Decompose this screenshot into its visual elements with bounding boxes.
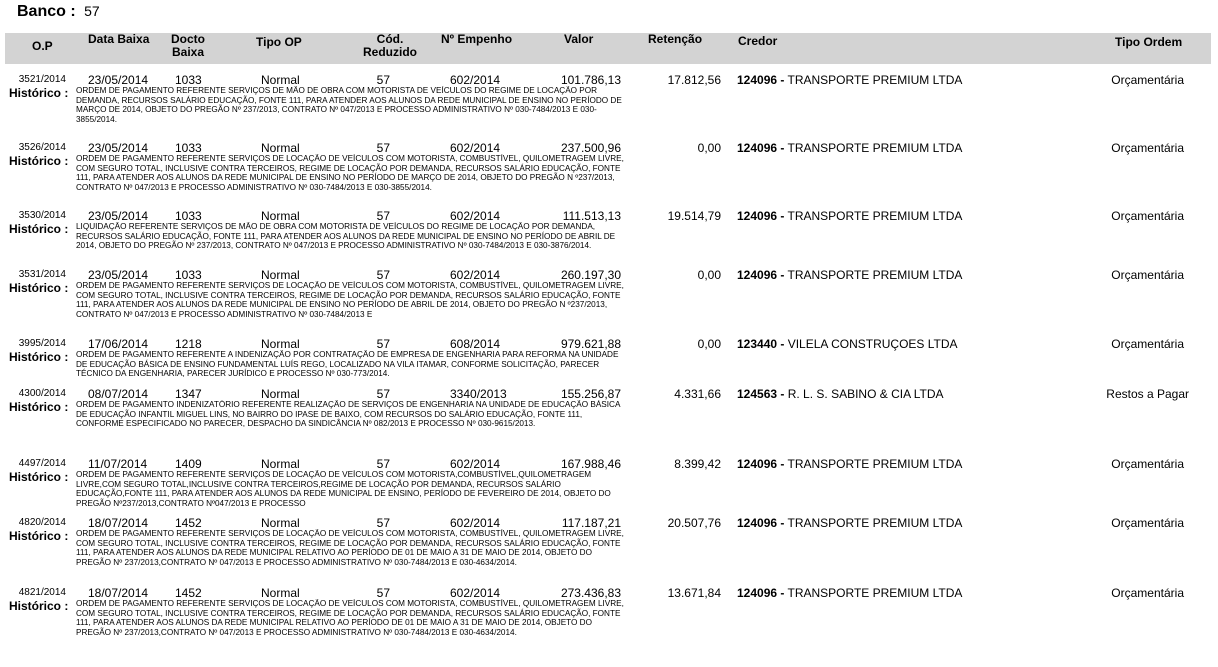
historico-label: Histórico : — [9, 400, 69, 414]
credor-name: VILELA CONSTRUÇOES LTDA — [787, 337, 958, 351]
historico-text: ORDEM DE PAGAMENTO REFERENTE A INDENIZAÇÃO POR CONTRATAÇÃO DE EMPRESA DE ENGENHARIA PARA REFORMA NA UNIDADE DE EDUCAÇÃO BÁSICA DE ENSINO FUNDAMENTAL LUÍS REGO, LOCALIZADO NA VILA ITAMAR, CONFORME SOLICITAÇÃO, PARECER TÉCNICO DA ENGENHARIA, PARECER JURÍDICO E PROCESSO Nº 030-773/2014. — [76, 350, 619, 378]
col-cod-line1: Cód. — [376, 32, 404, 46]
cell-tipo-op: Normal — [261, 586, 300, 600]
cell-docto-baixa: 1033 — [175, 73, 202, 87]
cell-data-baixa: 11/07/2014 — [88, 457, 148, 471]
cell-op: 3530/2014 — [18, 210, 66, 221]
cell-valor: 101.786,13 — [560, 73, 621, 87]
historico-text: ORDEM DE PAGAMENTO REFERENTE SERVIÇOS DE LOCAÇÃO DE VEÍCULOS COM MOTORISTA, COMBUSTÍVEL, QUILOMETRAGEM LIVRE, COM SEGURO TOTAL, INCLUSIVE CONTRA TERCEIROS, REGIME DE LOCAÇÃO POR DEMANDA, RECURSOS SALÁRIO EDUCAÇÃO, FONTE 111, PARA ATENDER AOS ALUNOS DA REDE MUNICIPAL RELATIVO AO PERÍODO DE 01 DE MAIO A 31 DE MAIO DE 2014, OBJETO DO PREGÃO Nº 237/2013,CONTRATO Nº 047/2013 E PROCESSO ADMINISTRATIVO Nº 030-7484/2013 E 030-4634/2014. — [76, 529, 624, 567]
credor-name: TRANSPORTE PREMIUM LTDA — [787, 209, 963, 223]
banco-label: Banco : — [17, 3, 76, 20]
cell-tipo-ordem: Orçamentária — [1111, 209, 1184, 223]
credor-code: 124096 - — [737, 457, 785, 471]
cell-credor — [737, 457, 962, 471]
cell-credor — [737, 268, 962, 282]
cell-cod-reduzido: 57 — [376, 268, 390, 282]
historico-label: Histórico : — [9, 350, 69, 364]
historico-block — [0, 599, 1218, 647]
cell-retencao: 20.507,76 — [667, 516, 721, 530]
table-row — [0, 381, 1218, 448]
historico-block — [0, 86, 1218, 134]
credor-code: 124563 - — [737, 387, 785, 401]
cell-empenho: 602/2014 — [450, 141, 501, 155]
cell-tipo-op: Normal — [261, 141, 300, 155]
cell-tipo-ordem: Orçamentária — [1111, 516, 1184, 530]
cell-data-baixa: 23/05/2014 — [88, 73, 149, 87]
cell-data-baixa: 17/06/2014 — [88, 337, 149, 351]
cell-empenho: 608/2014 — [450, 337, 501, 351]
col-data-baixa: Data Baixa — [88, 32, 150, 46]
cell-valor: 260.197,30 — [560, 268, 621, 282]
credor-code: 124096 - — [737, 73, 785, 87]
cell-cod-reduzido: 57 — [376, 457, 390, 471]
cell-empenho: 602/2014 — [450, 268, 501, 282]
cell-tipo-ordem: Orçamentária — [1111, 337, 1184, 351]
cell-cod-reduzido: 57 — [376, 141, 390, 155]
cell-tipo-op: Normal — [261, 209, 300, 223]
table-row — [0, 203, 1218, 260]
cell-valor: 273.436,83 — [560, 586, 621, 600]
historico-text: ORDEM DE PAGAMENTO REFERENTE SERVIÇOS DE LOCAÇÃO DE VEÍCULOS COM MOTORISTA,COMBUSTÍVEL,QUILOMETRAGEM LIVRE,COM SEGURO TOTAL,INCLUSIVE CONTRA TERCEIROS,REGIME DE LOCAÇÃO POR DEMANDA, RECURSOS SALÁRIO EDUCAÇÃO,FONTE 111, PARA ATENDER AOS ALUNOS DA REDE MUNICIPAL DE ENSINO, PERÍODO DE FEVEREIRO DE 2014, OBJETO DO PREGÃO Nº237/2013,CONTRATO Nº047/2013 E PROCESSO — [76, 470, 611, 508]
row-main-line — [0, 580, 1218, 599]
cell-data-baixa: 08/07/2014 — [88, 387, 149, 401]
cell-data-baixa: 18/07/2014 — [88, 516, 149, 530]
credor-code: 124096 - — [737, 516, 785, 530]
col-tipo-op: Tipo OP — [256, 35, 302, 49]
credor-name: TRANSPORTE PREMIUM LTDA — [787, 141, 963, 155]
credor-name: TRANSPORTE PREMIUM LTDA — [787, 516, 963, 530]
row-main-line — [0, 451, 1218, 470]
historico-block — [0, 529, 1218, 577]
cell-cod-reduzido: 57 — [376, 209, 390, 223]
cell-credor — [737, 141, 962, 155]
historico-text: ORDEM DE PAGAMENTO INDENIZATÓRIO REFERENTE REALIZAÇÃO DE SERVIÇOS DE ENGENHARIA NA UNIDADE DE EDUCAÇÃO BÁSICA DE EDUCAÇÃO INFANTIL MIGUEL LINS, NO BAIRRO DO IPASE DE BAIXO, COM RECURSOS DO SALÁRIO EDUCAÇÃO, FONTE 111, CONFORME ESPECIFICADO NO PARECER, DESPACHO DA SINDICÂNCIA Nº 082/2013 E PROCESSO Nº 030-9615/2013. — [76, 400, 620, 429]
cell-op: 4497/2014 — [18, 458, 66, 469]
credor-code: 124096 - — [737, 209, 785, 223]
cell-cod-reduzido: 57 — [376, 387, 390, 401]
cell-op: 3521/2014 — [18, 74, 66, 85]
cell-cod-reduzido: 57 — [376, 586, 390, 600]
row-main-line — [0, 67, 1218, 86]
banco-value: 57 — [84, 3, 100, 19]
cell-tipo-op: Normal — [261, 516, 300, 530]
historico-label: Histórico : — [9, 281, 69, 295]
col-cod-reduzido — [360, 33, 420, 59]
cell-retencao: 4.331,66 — [674, 387, 721, 401]
historico-block — [0, 400, 1218, 448]
cell-data-baixa: 23/05/2014 — [88, 268, 149, 282]
cell-data-baixa: 18/07/2014 — [88, 586, 149, 600]
credor-name: TRANSPORTE PREMIUM LTDA — [787, 457, 963, 471]
col-docto-line1: Docto — [171, 32, 205, 46]
cell-docto-baixa: 1033 — [175, 209, 202, 223]
row-main-line — [0, 203, 1218, 222]
cell-docto-baixa: 1452 — [175, 516, 202, 530]
cell-tipo-ordem: Orçamentária — [1111, 141, 1184, 155]
cell-docto-baixa: 1409 — [175, 457, 202, 471]
cell-retencao: 0,00 — [697, 141, 721, 155]
col-valor: Valor — [564, 32, 594, 46]
table-row — [0, 331, 1218, 378]
table-row — [0, 67, 1218, 134]
historico-label: Histórico : — [9, 529, 69, 543]
cell-credor — [737, 209, 962, 223]
cell-empenho: 602/2014 — [450, 457, 501, 471]
credor-name: R. L. S. SABINO & CIA LTDA — [787, 387, 944, 401]
cell-valor: 237.500,96 — [560, 141, 621, 155]
cell-docto-baixa: 1033 — [175, 268, 202, 282]
credor-name: TRANSPORTE PREMIUM LTDA — [787, 586, 963, 600]
historico-text: ORDEM DE PAGAMENTO REFERENTE SERVIÇOS DE LOCAÇÃO DE VEÍCULOS COM MOTORISTA, COMBUSTÍVEL, QUILOMETRAGEM LIVRE, COM SEGURO TOTAL, INCLUSIVE CONTRA TERCEIROS, REGIME DE LOCAÇÃO POR DEMANDA, RECURSOS SALÁRIO EDUCAÇÃO, FONTE 111, PARA ATENDER AOS ALUNOS DA REDE MUNICIPAL DE ENSINO NO PERÍODO DE ABRIL DE 2014, OBJETO DO PREGÃO N º237/2013, CONTRATO Nº 047/2013 E PROCESSO ADMINISTRATIVO Nº 030-7484/2013 E — [76, 281, 624, 319]
cell-tipo-op: Normal — [261, 73, 300, 87]
cell-tipo-op: Normal — [261, 337, 300, 351]
cell-tipo-ordem: Orçamentária — [1111, 73, 1184, 87]
cell-retencao: 8.399,42 — [674, 457, 721, 471]
table-row — [0, 262, 1218, 329]
historico-label: Histórico : — [9, 154, 69, 168]
cell-valor: 167.988,46 — [560, 457, 621, 471]
cell-valor: 111.513,13 — [562, 209, 621, 223]
cell-valor: 155.256,87 — [560, 387, 621, 401]
cell-valor: 979.621,88 — [560, 337, 621, 351]
cell-empenho: 602/2014 — [450, 73, 501, 87]
cell-docto-baixa: 1347 — [175, 387, 202, 401]
cell-docto-baixa: 1452 — [175, 586, 202, 600]
credor-code: 124096 - — [737, 268, 785, 282]
historico-block — [0, 470, 1218, 508]
col-retencao: Retenção — [648, 32, 703, 46]
row-main-line — [0, 262, 1218, 281]
banco-heading — [17, 3, 100, 21]
historico-label: Histórico : — [9, 86, 69, 100]
cell-cod-reduzido: 57 — [376, 337, 390, 351]
cell-empenho: 602/2014 — [450, 516, 501, 530]
cell-op: 4820/2014 — [18, 517, 66, 528]
historico-block — [0, 281, 1218, 329]
col-tipo-ordem: Tipo Ordem — [1115, 35, 1183, 49]
cell-retencao: 0,00 — [697, 268, 721, 282]
historico-text: ORDEM DE PAGAMENTO REFERENTE SERVIÇOS DE LOCAÇÃO DE VEÍCULOS COM MOTORISTA, COMBUSTÍVEL, QUILOMETRAGEM LIVRE, COM SEGURO TOTAL, INCLUSIVE CONTRA TERCEIROS, REGIME DE LOCAÇÃO POR DEMANDA, RECURSOS SALÁRIO EDUCAÇÃO, FONTE 111, PARA ATENDER AOS ALUNOS DA REDE MUNICIPAL DE ENSINO NO PERÍODO DE MARÇO DE 2014, OBJETO DO PREGÃO N º237/2013, CONTRATO Nº 047/2013 E PROCESSO ADMINISTRATIVO Nº 030-7484/2013 E 030-3855/2014. — [76, 154, 624, 192]
cell-docto-baixa: 1218 — [175, 337, 202, 351]
cell-docto-baixa: 1033 — [175, 141, 202, 155]
cell-tipo-ordem: Restos a Pagar — [1106, 387, 1189, 401]
cell-op: 4821/2014 — [18, 587, 66, 598]
cell-valor: 117.187,21 — [561, 516, 621, 530]
col-credor: Credor — [738, 34, 778, 48]
cell-op: 4300/2014 — [18, 388, 66, 399]
cell-credor — [737, 73, 962, 87]
cell-cod-reduzido: 57 — [376, 516, 390, 530]
row-main-line — [0, 135, 1218, 154]
cell-credor — [737, 387, 944, 401]
cell-op: 3526/2014 — [18, 142, 66, 153]
table-row — [0, 451, 1218, 508]
cell-tipo-op: Normal — [261, 268, 300, 282]
cell-retencao: 17.812,56 — [667, 73, 721, 87]
cell-empenho: 3340/2013 — [450, 387, 507, 401]
col-docto-baixa — [171, 33, 205, 59]
credor-name: TRANSPORTE PREMIUM LTDA — [787, 73, 963, 87]
cell-data-baixa: 23/05/2014 — [88, 209, 149, 223]
cell-tipo-ordem: Orçamentária — [1111, 457, 1184, 471]
historico-text: ORDEM DE PAGAMENTO REFERENTE SERVIÇOS DE MÃO DE OBRA COM MOTORISTA DE VEÍCULOS DO REGIME DE LOCAÇÃO POR DEMANDA, RECURSOS SALÁRIO EDUCAÇÃO, FONTE 111, PARA ATENDER AOS ALUNOS DA REDE MUNICIPAL DE ENSINO NO PERÍODO DE MARÇO DE 2014, OBJETO DO PREGÃO Nº 237/2013, CONTRATO Nº 047/2013 E PROCESSO ADMINISTRATIVO Nº 030-7484/2013 E 030-3855/2014. — [76, 86, 622, 124]
cell-tipo-op: Normal — [261, 387, 300, 401]
cell-tipo-ordem: Orçamentária — [1111, 268, 1184, 282]
col-empenho: Nº Empenho — [441, 32, 513, 46]
historico-label: Histórico : — [9, 222, 69, 236]
cell-empenho: 602/2014 — [450, 586, 501, 600]
row-main-line — [0, 381, 1218, 400]
historico-text: ORDEM DE PAGAMENTO REFERENTE SERVIÇOS DE LOCAÇÃO DE VEÍCULOS COM MOTORISTA, COMBUSTÍVEL, QUILOMETRAGEM LIVRE, COM SEGURO TOTAL, INCLUSIVE CONTRA TERCEIROS, REGIME DE LOCAÇÃO POR DEMANDA, RECURSOS SALÁRIO EDUCAÇÃO, FONTE 111, PARA ATENDER AOS ALUNOS DA REDE MUNICIPAL RELATIVO AO PERÍODO DE 01 DE MAIO A 31 DE MAIO DE 2014, OBJETO DO PREGÃO Nº 237/2013,CONTRATO Nº 047/2013 E PROCESSO ADMINISTRATIVO Nº 030-7484/2013 E 030-4634/2014. — [76, 599, 624, 637]
credor-name: TRANSPORTE PREMIUM LTDA — [787, 268, 963, 282]
credor-code: 124096 - — [737, 141, 785, 155]
historico-block — [0, 350, 1218, 378]
row-main-line — [0, 331, 1218, 350]
row-main-line — [0, 510, 1218, 529]
credor-code: 124096 - — [737, 586, 785, 600]
records-list — [0, 67, 1218, 650]
table-row — [0, 135, 1218, 202]
cell-retencao: 0,00 — [697, 337, 721, 351]
col-docto-line2: Baixa — [171, 45, 205, 59]
cell-tipo-ordem: Orçamentária — [1111, 586, 1184, 600]
cell-credor — [737, 516, 962, 530]
col-op: O.P — [32, 39, 53, 53]
cell-cod-reduzido: 57 — [376, 73, 390, 87]
historico-text: LIQUIDAÇÃO REFERENTE SERVIÇOS DE MÃO DE OBRA COM MOTORISTA DE VEÍCULOS DO REGIME DE LOCAÇÃO POR DEMANDA, RECURSOS SALÁRIO EDUCAÇÃO, FONTE 111, PARA ATENDER AOS ALUNOS DA REDE MUNICIPAL DE ENSINO NO PERÍODO DE ABRIL DE 2014, OBJETO DO PREGÃO Nº 237/2013, CONTRATO Nº 047/2013 E PROCESSO ADMINISTRATIVO Nº 030-7484/2013 E 030-3876/2014. — [76, 222, 616, 251]
credor-code: 123440 - — [737, 337, 785, 351]
cell-credor — [737, 586, 962, 600]
table-row — [0, 580, 1218, 647]
cell-empenho: 602/2014 — [450, 209, 501, 223]
historico-label: Histórico : — [9, 470, 69, 484]
cell-tipo-op: Normal — [261, 457, 300, 471]
cell-retencao: 13.671,84 — [667, 586, 721, 600]
table-row — [0, 510, 1218, 577]
historico-label: Histórico : — [9, 599, 69, 613]
historico-block — [0, 154, 1218, 202]
cell-op: 3995/2014 — [18, 338, 66, 349]
cell-op: 3531/2014 — [18, 269, 66, 280]
col-cod-line2: Reduzido — [363, 45, 417, 59]
historico-block — [0, 222, 1218, 260]
cell-credor — [737, 337, 958, 351]
cell-data-baixa: 23/05/2014 — [88, 141, 149, 155]
cell-retencao: 19.514,79 — [667, 209, 721, 223]
table-header — [5, 33, 1211, 64]
